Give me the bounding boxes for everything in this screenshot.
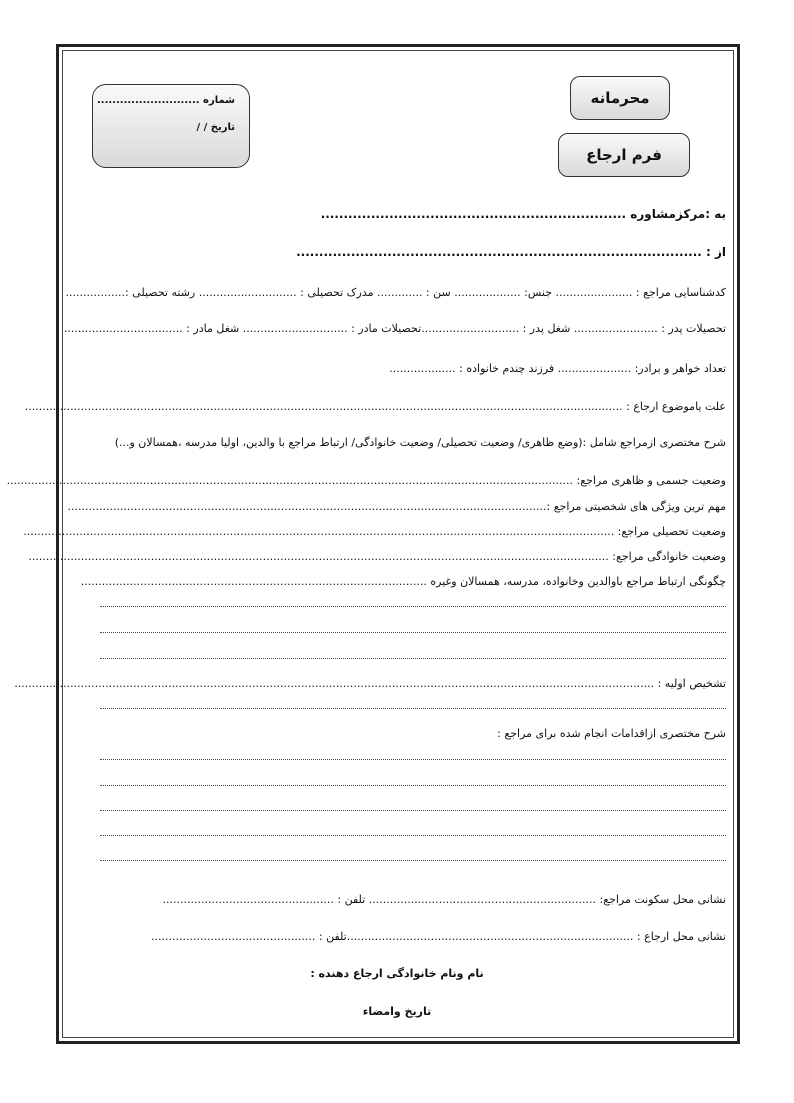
home-address-field[interactable]: نشانی محل سکونت مراجع: ................................................................. تلفن : ................................................. (162, 893, 726, 906)
dotted-line[interactable] (100, 708, 726, 709)
actions-label: شرح مختصری ازاقدامات انجام شده برای مراجع : (497, 727, 726, 740)
diagnosis-field[interactable]: تشخیص اولیه : ....................................................................................................................................................................................... (14, 677, 726, 690)
number-date-box (92, 84, 250, 168)
dotted-line[interactable] (100, 810, 726, 811)
from-field[interactable]: از : ......................................................................................... (296, 245, 726, 259)
physical-field[interactable]: وضعیت جسمی و ظاهری مراجع: .................................................................................................................................................................. (6, 474, 726, 487)
dotted-line[interactable] (100, 606, 726, 607)
personality-field[interactable]: مهم ترین ویژگی های شخصیتی مراجع :......................................................................................................................................... (67, 500, 726, 513)
siblings-field[interactable]: تعداد خواهر و برادر: ..................... فرزند چندم خانواده : ................... (389, 362, 726, 375)
date-signature-label: تاریخ وامضاء (362, 1005, 432, 1018)
date-field[interactable]: تاریخ / / (196, 122, 235, 133)
number-field[interactable]: شماره ........................... (96, 95, 235, 106)
reason-field[interactable]: علت یاموضوع ارجاع : ........................................................................................................................................................................... (24, 400, 726, 413)
dotted-line[interactable] (100, 759, 726, 760)
dotted-line[interactable] (100, 860, 726, 861)
dotted-line[interactable] (100, 632, 726, 633)
summary-intro-label: شرح مختصری ازمراجع شامل :(وضع ظاهری/ وضعیت تحصیلی/ وضعیت خانوادگی/ ارتباط مراجع با والدین، اولیا مدرسه ،همسالان و...) (114, 436, 726, 449)
dotted-line[interactable] (100, 658, 726, 659)
form-title: فرم ارجاع (558, 133, 690, 177)
client-info-field[interactable]: کدشناسایی مراجع : ...................... جنس: ................... سن : ............. مدرک تحصیلی : ............................ رشته تحصیلی :................. (65, 286, 726, 299)
academic-field[interactable]: وضعیت تحصیلی مراجع: ......................................................................................................................................................................... (23, 525, 726, 538)
confidential-label: محرمانه (570, 76, 670, 120)
page-border-inner (6, 50, 734, 1038)
to-field[interactable]: به :مرکزمشاوره ................................................................... (320, 207, 726, 221)
referrer-name-label: نام ونام خانوادگی ارجاع دهنده : (310, 967, 484, 980)
parents-info-field[interactable]: تحصیلات پدر : ........................ شغل پدر : ............................تحصیلات مادر : .............................. شغل مادر : .................................. (63, 322, 726, 335)
family-field[interactable]: وضعیت خانوادگی مراجع: ...................................................................................................................................................................... (28, 550, 726, 563)
referral-address-field[interactable]: نشانی محل ارجاع : ..................................................................................تلفن : ............................................... (151, 930, 726, 943)
dotted-line[interactable] (100, 835, 726, 836)
relations-field[interactable]: چگونگی ارتباط مراجع باوالدین وخانواده، مدرسه، همسالان وغیره ................................................................................................... (80, 575, 726, 588)
dotted-line[interactable] (100, 785, 726, 786)
